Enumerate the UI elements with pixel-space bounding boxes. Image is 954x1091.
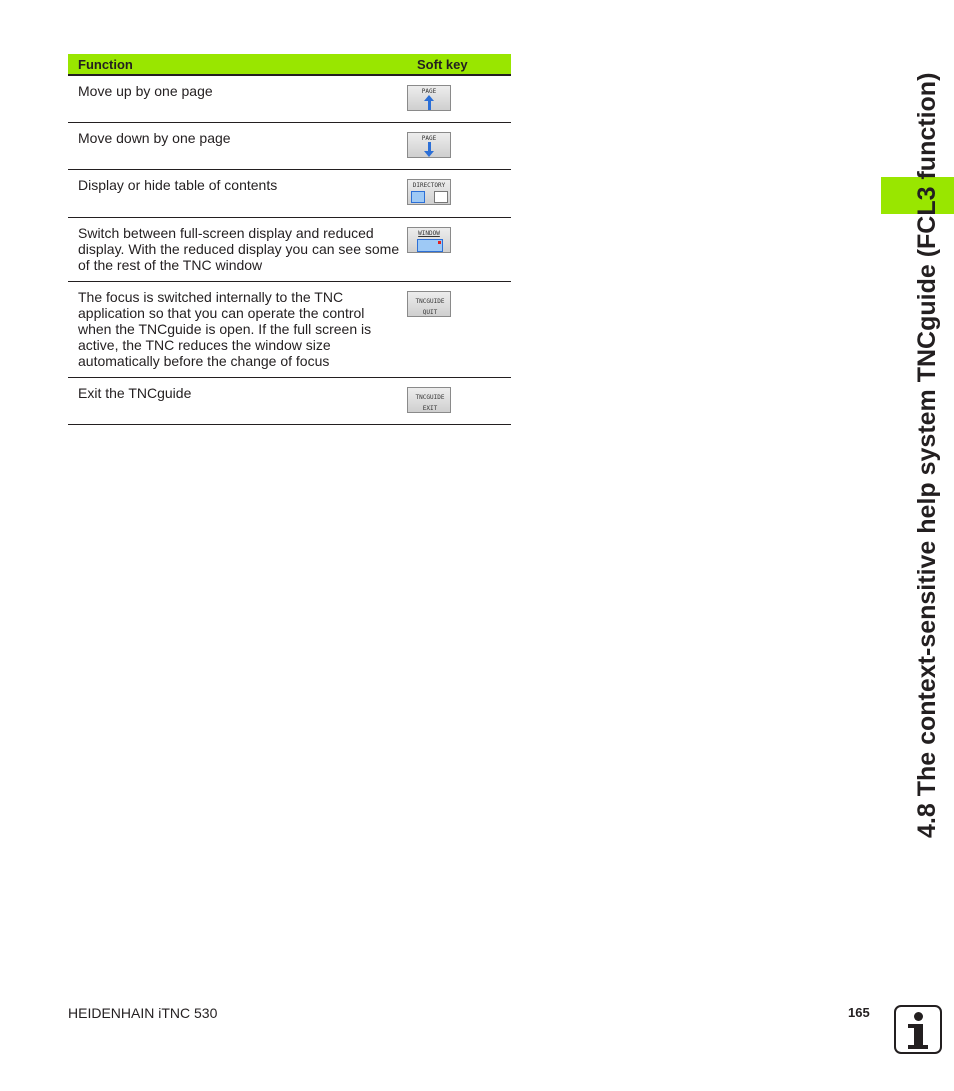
tncguide-exit-icon: TNCGUIDE EXIT (415, 393, 445, 412)
softkey-label: DIRECTORY (412, 181, 446, 189)
function-description: Display or hide table of contents (68, 169, 407, 217)
softkey-label: WINDOW (418, 229, 440, 237)
footer-product: HEIDENHAIN iTNC 530 (68, 1005, 218, 1021)
function-description: Exit the TNCguide (68, 377, 407, 424)
function-description: Move up by one page (68, 75, 407, 122)
table-row (68, 122, 511, 169)
header-function: Function (68, 54, 407, 75)
table-header-row (68, 54, 511, 75)
table-row (68, 217, 511, 281)
tncguide-quit-softkey[interactable] (407, 291, 451, 317)
header-softkey: Soft key (407, 54, 511, 75)
table-row (68, 377, 511, 424)
function-description: Switch between full-screen display and reduced display. With the reduced display you can see some of the rest of the TNC window (68, 217, 407, 281)
softkey-label: PAGE (421, 88, 437, 95)
function-description: Move down by one page (68, 122, 407, 169)
table-row (68, 281, 511, 377)
page-number: 165 (848, 1005, 870, 1020)
tncguide-quit-icon: TNCGUIDE QUIT (415, 297, 445, 316)
window-softkey[interactable] (407, 227, 451, 253)
function-softkey-table (68, 54, 511, 425)
table-row (68, 169, 511, 217)
table-row (68, 75, 511, 122)
function-description: The focus is switched internally to the TNC application so that you can operate the control when the TNCguide is open. If the full screen is active, the TNC reduces the window size automatically before the change of focus (68, 281, 407, 377)
info-icon (894, 1005, 942, 1054)
tncguide-exit-softkey[interactable] (407, 387, 451, 413)
page-down-softkey[interactable] (407, 132, 451, 158)
window-icon (417, 239, 443, 252)
softkey-label: PAGE (421, 134, 437, 142)
directory-softkey[interactable] (407, 179, 451, 205)
page-up-softkey[interactable] (407, 85, 451, 111)
section-title: 4.8 The context-sensitive help system TNCguide (FCL3 function) (913, 72, 941, 838)
